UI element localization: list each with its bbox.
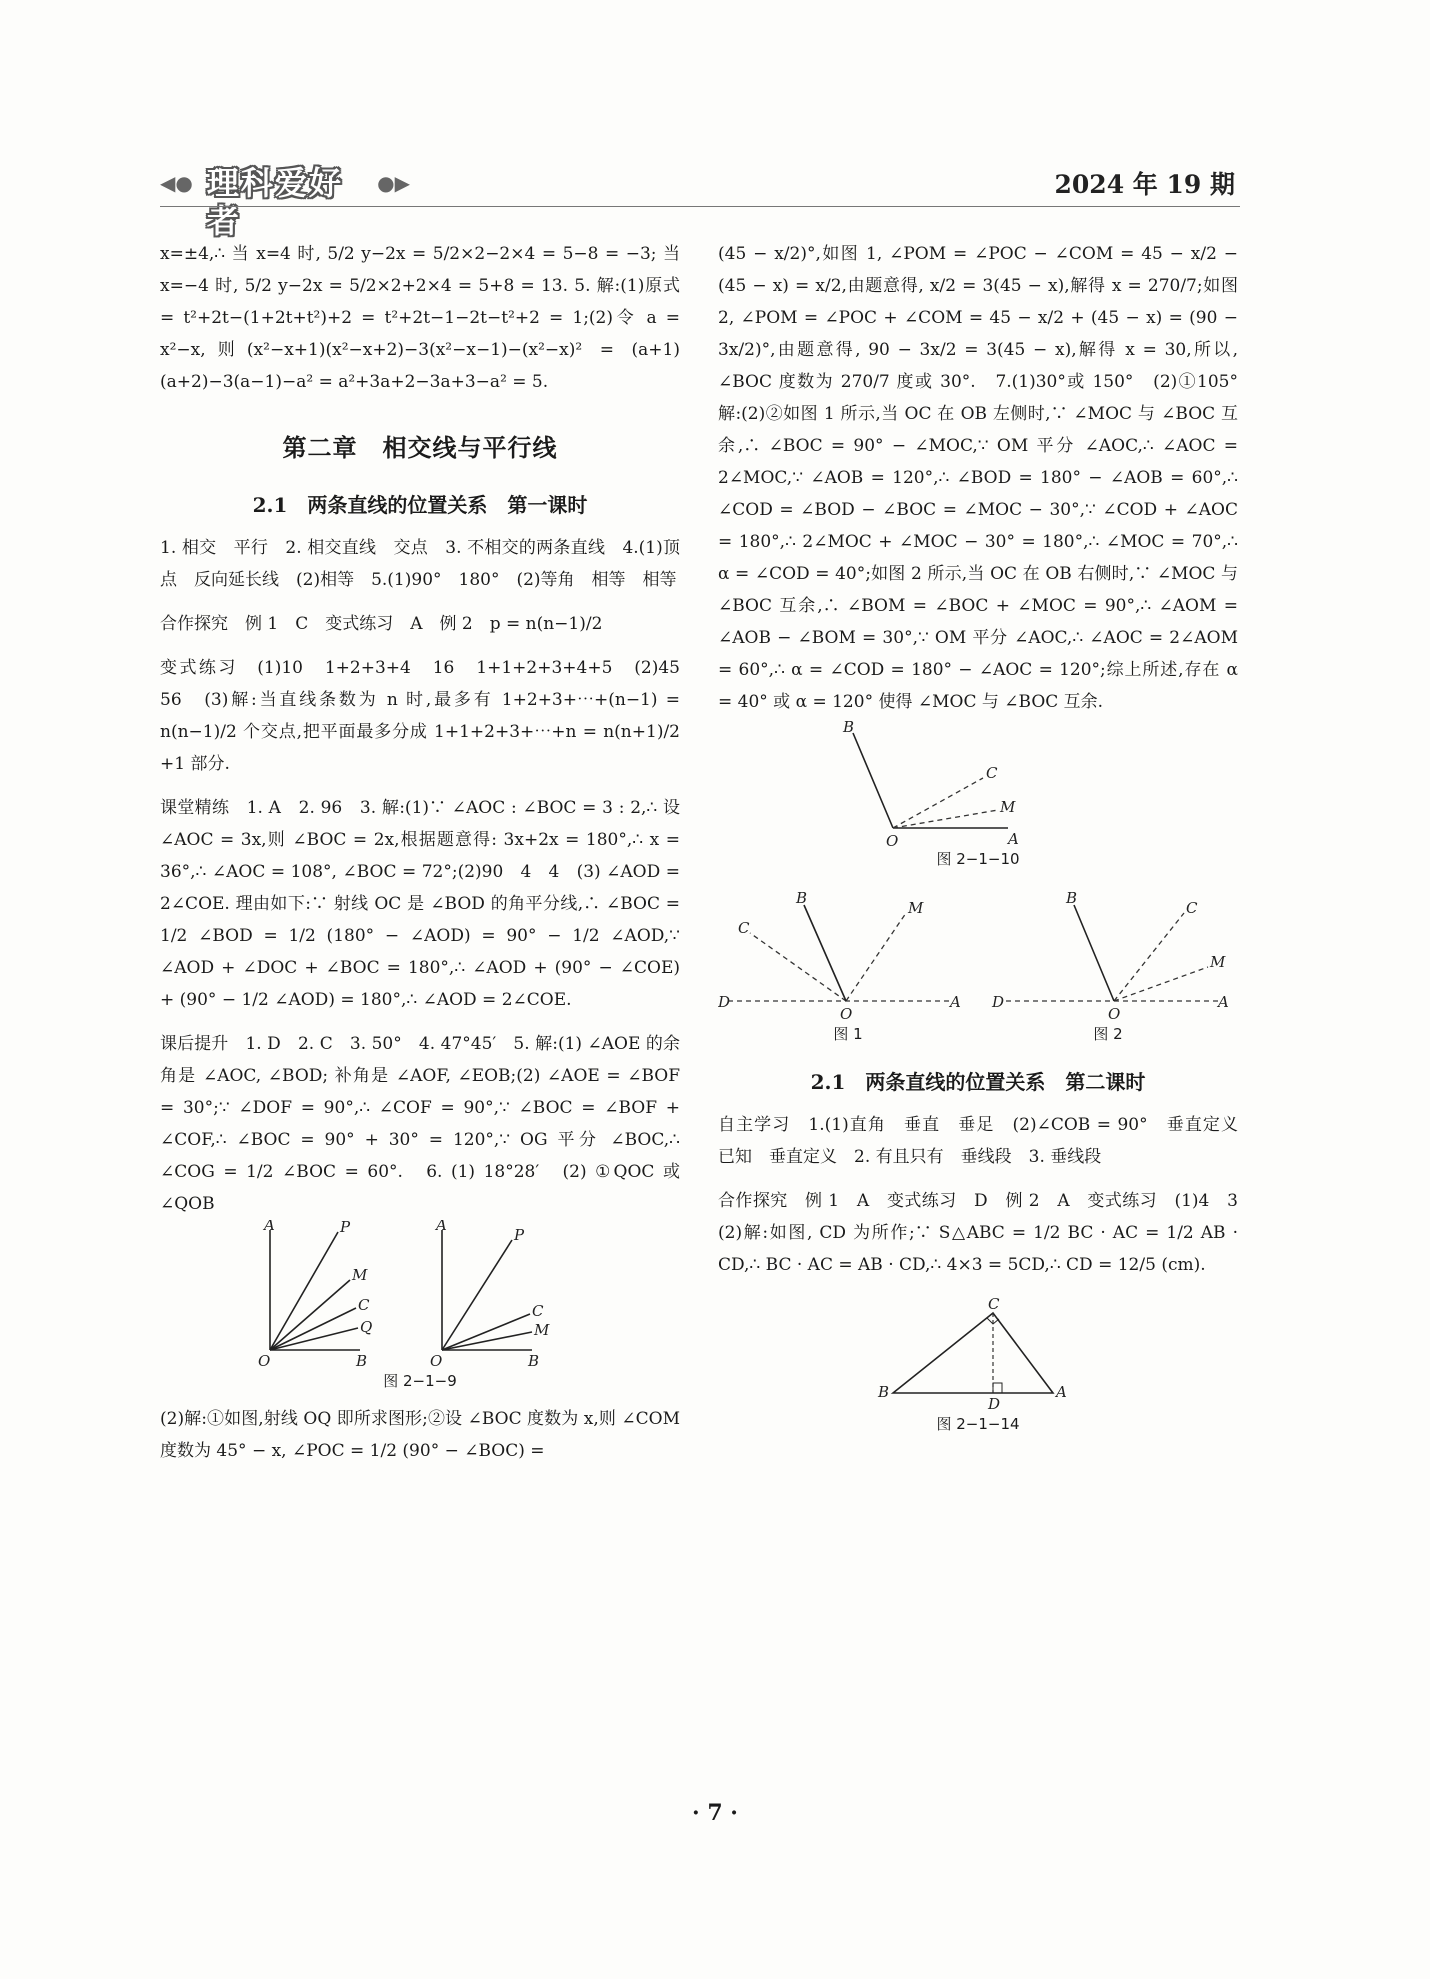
angle-figures-1-2 [718, 883, 1238, 1023]
label-C: C [738, 919, 750, 937]
issue-number: 2024 年 19 期 [1054, 170, 1235, 199]
label-M: M [352, 1266, 368, 1284]
page-number: · 7 · [692, 1800, 738, 1826]
label-B: B [1066, 889, 1078, 907]
journal-logo: 理科爱好者 [206, 164, 343, 240]
figure-1-and-2 [718, 883, 1238, 1044]
triangle-figure-2-1-14 [718, 1295, 1238, 1413]
label-C: C [532, 1302, 544, 1320]
label-P: P [514, 1226, 525, 1244]
label-O: O [258, 1352, 271, 1370]
label-A: A [1008, 830, 1019, 848]
figure-caption: 图 2−1−14 [936, 1415, 1020, 1433]
answer-paragraph: (45 − x/2)°,如图 1, ∠POM = ∠POC − ∠COM = 45 − x/2 − (45 − x) = x/2,由题意得, x/2 = 3(45 − x),解得 x = 270/7;如图 2, ∠POM = ∠POC + ∠COM = 45 − x/2 + (45 − x) = (90 − 3x/2)°,由题意得, 90 − 3x/2 = 3(45 − x),解得 x = 30,所以, ∠BOC 度数为 270/7 度或 30°. 7.(1)30°或 150° (2)①105° 解:(2)②如图 1 所示,当 OC 在 OB 左侧时,∵ ∠MOC 与 ∠BOC 互余,∴ ∠BOC = 90° − ∠MOC,∵ OM 平分 ∠AOC,∴ ∠AOC = 2∠MOC,∵ ∠AOB = 120°,∴ ∠BOD = 180° − ∠AOB = 60°,∴ ∠COD = ∠BOD − ∠BOC = ∠MOC − 30°,∵ ∠COD + ∠AOC = 180°,∴ 2∠MOC + ∠MOC − 30° = 180°,∴ ∠MOC = 70°,∴ α = ∠COD = 40°;如图 2 所示,当 OC 在 OB 右侧时,∵ ∠MOC 与 ∠BOC 互余,∴ ∠BOM = ∠BOC + ∠MOC = 90°,∴ ∠AOM = ∠AOB − ∠BOM = 30°,∵ OM 平分 ∠AOC,∴ ∠AOC = 2∠AOM = 60°,∴ α = ∠COD = 180° − ∠AOC = 120°;综上所述,存在 α = 40° 或 α = 120° 使得 ∠MOC 与 ∠BOC 互余. [718, 244, 1255, 712]
label-A: A [950, 993, 961, 1011]
label-C: C [358, 1296, 370, 1314]
angle-figure-2-1-9 [160, 1220, 680, 1370]
label-O: O [886, 832, 899, 848]
label-A: A [264, 1220, 275, 1234]
answer-paragraph: (2)解:①如图,射线 OQ 即所求图形;②设 ∠BOC 度数为 x,则 ∠COM 度数为 45° − x, ∠POC = 1/2 (90° − ∠BOC) = [160, 1409, 680, 1461]
label-B: B [528, 1352, 540, 1370]
figure-caption: 图 2−1−9 [383, 1372, 457, 1390]
answer-paragraph: 合作探究 例 1 A 变式练习 D 例 2 A 变式练习 (1)4 3 (2)解:如图, CD 为所作;∵ S△ABC = 1/2 BC · AC = 1/2 AB · CD,∴ BC · AC = AB · CD,∴ 4×3 = 5CD,∴ CD = 12/5 (cm). [718, 1191, 1255, 1275]
figure-2-1-10 [718, 718, 1238, 869]
label-M: M [1000, 798, 1016, 816]
answer-paragraph: 合作探究 例 1 C 变式练习 A 例 2 p = n(n−1)/2 [160, 614, 603, 634]
answer-paragraph: 课后提升 1. D 2. C 3. 50° 4. 47°45′ 5. 解:(1) ∠AOE 的余角是 ∠AOC, ∠BOD; 补角是 ∠AOF, ∠EOB;(2) ∠AOE = ∠BOF = 30°;∵ ∠DOF = 90°,∴ ∠COF = 90°,∵ ∠BOC = ∠BOF + ∠COF,∴ ∠BOC = 90° + 30° = 120°,∵ OG 平分 ∠BOC,∴ ∠COG = 1/2 ∠BOC = 60°. 6. (1) 18°28′ (2) ①QOC 或 ∠QOB [160, 1034, 680, 1214]
label-D: D [988, 1395, 1001, 1413]
label-B: B [843, 718, 855, 736]
answer-paragraph: x=±4,∴ 当 x=4 时, 5/2 y−2x = 5/2×2−2×4 = 5−8 = −3; 当 x=−4 时, 5/2 y−2x = 5/2×2+2×4 = 5+8 = 13. 5. 解:(1)原式 = t²+2t−(1+2t+t²)+2 = t²+2t−1−2t−t²+2 = 1;(2)令 a = x²−x,则(x²−x+1)(x²−x+2)−3(x²−x−1)−(x²−x)² = (a+1)(a+2)−3(a−1)−a² = a²+3a+2−3a+3−a² = 5. [160, 244, 680, 392]
label-A: A [436, 1220, 447, 1234]
right-column [718, 238, 1255, 1434]
label-M: M [534, 1321, 550, 1339]
figure-2-1-14 [718, 1295, 1238, 1434]
ornament-right-icon: ●▶ [377, 171, 410, 195]
figure-caption: 图 2 [1093, 1025, 1123, 1043]
label-A: A [1056, 1383, 1067, 1401]
chapter-title: 第二章 相交线与平行线 [282, 433, 558, 462]
label-C: C [986, 764, 998, 782]
label-Q: Q [360, 1318, 373, 1336]
label-D: D [718, 993, 731, 1011]
label-D: D [992, 993, 1005, 1011]
label-C: C [1186, 899, 1198, 917]
figure-captions [718, 1023, 1238, 1044]
figure-2-1-9 [160, 1220, 680, 1391]
header-divider [160, 206, 1240, 207]
label-B: B [796, 889, 808, 907]
label-O: O [430, 1352, 443, 1370]
label-O: O [1108, 1005, 1121, 1023]
answer-paragraph: 1. 相交 平行 2. 相交直线 交点 3. 不相交的两条直线 4.(1)顶点 反向延长线 (2)相等 5.(1)90° 180° (2)等角 相等 相等 [160, 538, 680, 590]
journal-brand [160, 162, 410, 240]
label-B: B [356, 1352, 368, 1370]
figure-caption: 图 2−1−10 [936, 850, 1020, 868]
answer-paragraph: 课堂精练 1. A 2. 96 3. 解:(1)∵ ∠AOC : ∠BOC = 3 : 2,∴ 设 ∠AOC = 3x,则 ∠BOC = 2x,根据题意得: 3x+2x = 180°,∴ x = 36°,∴ ∠AOC = 108°, ∠BOC = 72°;(2)90 4 4 (3) ∠AOD = 2∠COE. 理由如下:∵ 射线 OC 是 ∠BOD 的角平分线,∴ ∠BOC = 1/2 ∠BOD = 1/2 (180° − ∠AOD) = 90° − 1/2 ∠AOD,∵ ∠AOD + ∠DOC + ∠BOC = 180°,∴ ∠AOD + (90° − ∠COE) + (90° − 1/2 ∠AOD) = 180°,∴ ∠AOD = 2∠COE. [160, 798, 680, 1010]
label-P: P [340, 1220, 351, 1236]
label-B: B [878, 1383, 890, 1401]
angle-figure-2-1-10 [718, 718, 1238, 848]
left-column [160, 238, 697, 1467]
figure-caption: 图 1 [833, 1025, 863, 1043]
label-M: M [908, 899, 924, 917]
answer-paragraph: 自主学习 1.(1)直角 垂直 垂足 (2)∠COB = 90° 垂直定义 已知 垂直定义 2. 有且只有 垂线段 3. 垂线段 [718, 1115, 1255, 1167]
section-title: 2.1 两条直线的位置关系 第二课时 [810, 1070, 1146, 1094]
answer-paragraph: 变式练习 (1)10 1+2+3+4 16 1+1+2+3+4+5 (2)45 56 (3)解:当直线条数为 n 时,最多有 1+2+3+⋯+(n−1) = n(n−1)/2 个交点,把平面最多分成 1+1+2+3+⋯+n = n(n+1)/2 +1 部分. [160, 658, 697, 774]
label-C: C [988, 1295, 1000, 1313]
section-title: 2.1 两条直线的位置关系 第一课时 [252, 493, 588, 517]
label-O: O [840, 1005, 853, 1023]
label-M: M [1210, 953, 1226, 971]
label-A: A [1218, 993, 1229, 1011]
ornament-left-icon: ◀● [160, 171, 193, 195]
